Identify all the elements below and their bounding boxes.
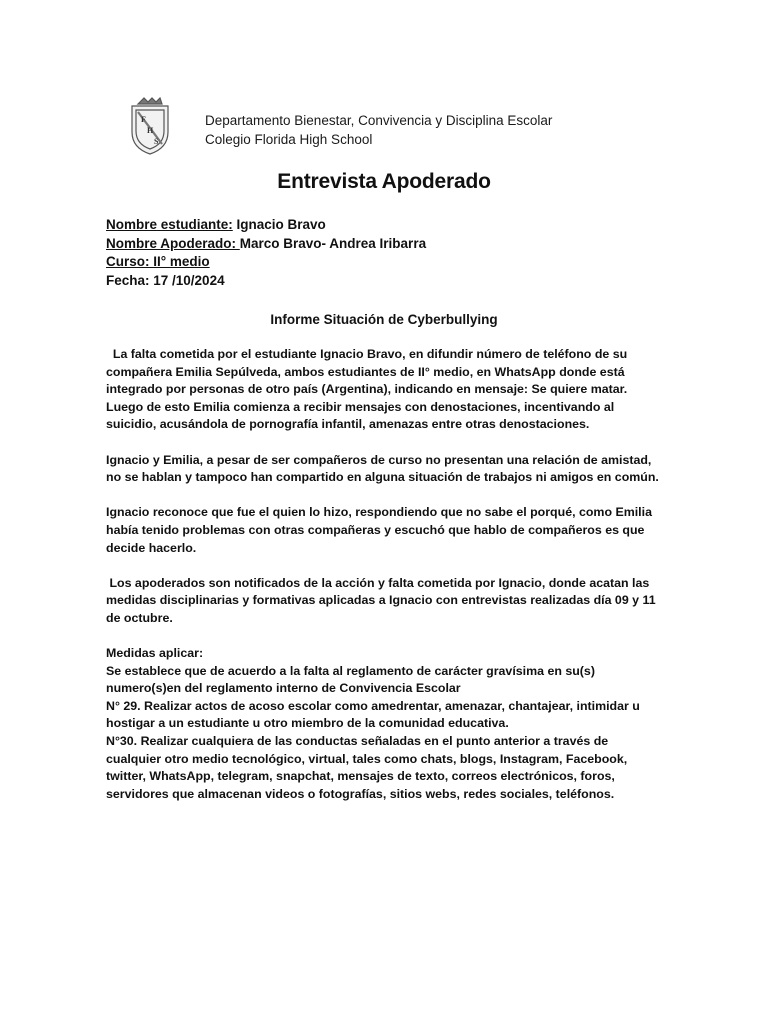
measures-heading: Medidas aplicar: bbox=[106, 646, 204, 661]
svg-text:F: F bbox=[141, 115, 146, 124]
paragraph-incident: La falta cometida por el estudiante Ignacio Bravo, en difundir número de teléfono de su compañera Emilia Sepúlveda, ambos estudiantes de II° medio, en WhatsApp donde está integrado por personas de otro país (Argentina), indicando en mensaje: Se quiere matar. Luego de esto Emilia comienza a recibir mensajes con denostaciones, incentivando al suicidio, acusándola de pornografía infantil, amenazas entre otras denostaciones. bbox=[106, 347, 631, 432]
student-field bbox=[106, 216, 426, 235]
school-name: Colegio Florida High School bbox=[205, 132, 373, 147]
course-field bbox=[106, 253, 426, 272]
measure-item-30: N°30. Realizar cualquiera de las conductas señaladas en el punto anterior a través de cualquier otro medio tecnológico, virtual, tales como chats, blogs, Instagram, Facebook, twitter, WhatsApp, telegram, snapchat, mensajes de texto, correos electrónicos, foros, servidores que almacenan videos o fotografías, sitios webs, redes sociales, teléfonos. bbox=[106, 734, 628, 801]
paragraph-relationship: Ignacio y Emilia, a pesar de ser compañeros de curso no presentan una relación de amistad, no se hablan y tampoco han compartido en alguna situación de trabajos ni amigos en común. bbox=[106, 452, 659, 485]
report-subtitle: Informe Situación de Cyberbullying bbox=[270, 312, 498, 327]
student-label: Nombre estudiante: bbox=[106, 217, 233, 232]
guardian-value: Marco Bravo- Andrea Iribarra bbox=[239, 235, 427, 251]
measures-intro: Se establece que de acuerdo a la falta al reglamento de carácter gravísima en su(s) numero(s)en del reglamento interno de Convivencia Escolar bbox=[106, 663, 595, 696]
letterhead bbox=[205, 111, 552, 149]
department-name: Departamento Bienestar, Convivencia y Disciplina Escolar bbox=[205, 113, 553, 128]
page-title: Entrevista Apoderado bbox=[277, 170, 491, 193]
measure-item-29: N° 29. Realizar actos de acoso escolar como amedrentar, amenazar, chantajear, intimidar u hostigar a un estudiante u otro miembro de la comunidad educativa. bbox=[106, 698, 640, 731]
guardian-label: Nombre Apoderado: bbox=[106, 235, 240, 251]
school-crest-logo bbox=[126, 96, 174, 156]
paragraph-guardians: Los apoderados son notificados de la acción y falta cometida por Ignacio, donde acatan las medidas disciplinarias y formativas aplicadas a Ignacio con entrevistas realizadas día 09 y 11 de octubre. bbox=[106, 575, 660, 625]
report-body bbox=[106, 346, 666, 803]
guardian-field bbox=[106, 235, 426, 254]
paragraph-admission: Ignacio reconoce que fue el quien lo hizo, respondiendo que no sabe el porqué, como Emilia había tenido problemas con otras compañeras y escuchó que hablo de compañeros es que decide hacerlo. bbox=[106, 505, 652, 555]
interview-fields bbox=[106, 216, 426, 290]
student-value: Ignacio Bravo bbox=[232, 217, 326, 232]
course-label: Curso: II° medio bbox=[106, 254, 210, 269]
svg-text:H: H bbox=[147, 126, 154, 135]
date-field: Fecha: 17 /10/2024 bbox=[106, 272, 225, 288]
svg-text:S: S bbox=[154, 137, 159, 146]
